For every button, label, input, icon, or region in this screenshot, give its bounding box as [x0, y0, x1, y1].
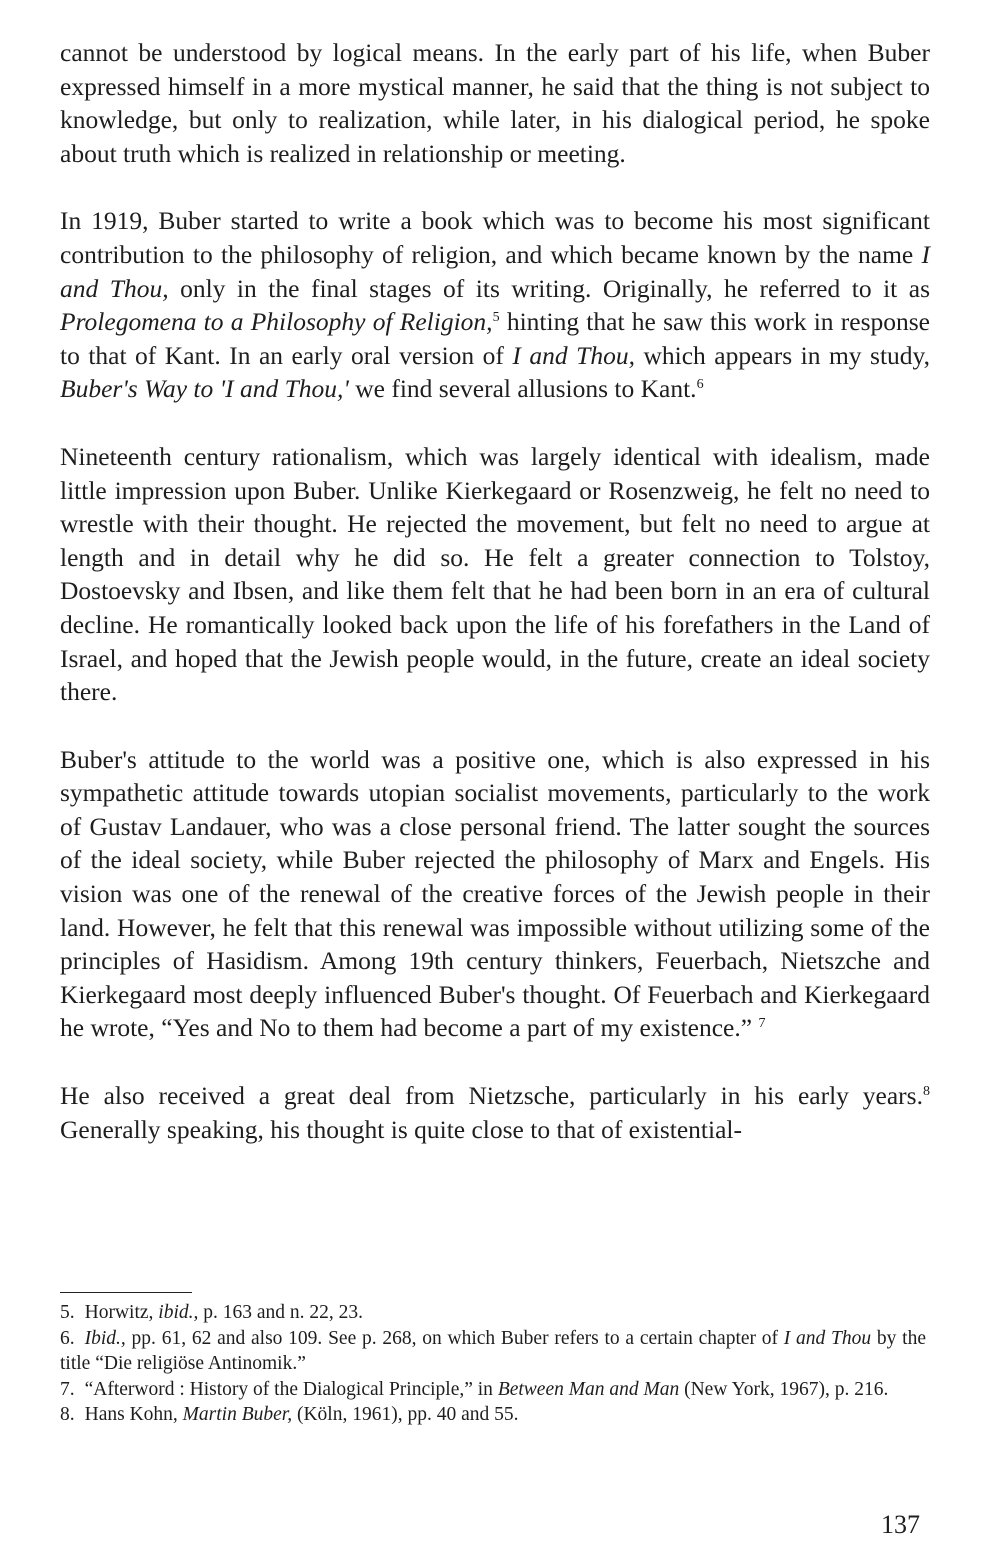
italic-text: ibid.,: [158, 1302, 199, 1323]
text-run: Nineteenth century rationalism, which was largely identical with idealism, made little impression upon Buber. Unlike Kierkegaard or Rosenzweig, he felt no need to wrestle with their thought. He rejected the movement, but felt no need to argue at length and in detail why he did so. He felt a greater connection to Tolstoy, Dostoevsky and Ibsen, and like them felt that he had been born in an era of cultural decline. He romantically looked back upon the life of his forefathers in the Land of Israel, and hoped that the Jewish people would, in the future, create an ideal society there.: [60, 441, 930, 707]
italic-text: Ibid.,: [84, 1327, 126, 1349]
text-run: which appears in my study,: [634, 340, 930, 370]
footnote: [60, 1326, 926, 1377]
text-run: cannot be understood by logical means. In the early part of his life, when Buber expressed himself in a more mystical manner, he said that the thing is not subject to knowledge, but only to realization, while later, in his dialogical period, he spoke about truth which is realized in relationship or meeting.: [60, 38, 930, 168]
italic-text: I and Thou: [783, 1327, 872, 1349]
text-run: Horwitz,: [84, 1302, 159, 1323]
footnote-ref: 8: [922, 1083, 930, 1099]
text-run: hinting that he saw this work in response to that of Kant. In an early oral version of: [60, 307, 930, 370]
paragraph: [60, 36, 930, 170]
paragraph: [60, 204, 930, 406]
footnote-number: 7.: [60, 1378, 75, 1400]
footnote-ref: 6: [696, 377, 704, 393]
footnote-divider: [60, 1292, 192, 1293]
footnote-number: 5.: [60, 1302, 75, 1323]
footnote-number: 6.: [60, 1327, 75, 1349]
footnotes: [60, 1300, 926, 1428]
text-run: only in the final stages of its writing. Originally, he referred to it as: [168, 273, 930, 303]
paragraph: [60, 743, 930, 1045]
text-run: In 1919, Buber started to write a book which was to become his most significant contribution to the philosophy of religion, and which became known by the name: [60, 206, 930, 269]
text-run: p. 163 and n. 22, 23.: [198, 1302, 364, 1323]
footnote-ref: 5: [492, 310, 500, 326]
footnote-number: 8.: [60, 1404, 75, 1425]
italic-text: I and Thou,: [512, 340, 635, 370]
italic-text: Martin Buber,: [182, 1404, 293, 1425]
text-run: (New York, 1967), p. 216.: [679, 1378, 889, 1400]
footnote: [60, 1377, 926, 1403]
body-text: [60, 36, 930, 1146]
footnote: [60, 1402, 926, 1428]
italic-text: Buber's Way to 'I and Thou,': [60, 374, 349, 404]
page-number: 137: [881, 1510, 920, 1539]
text-run: Buber's attitude to the world was a positive one, which is also expressed in his sympathetic attitude towards utopian socialist movements, particularly to the work of Gustav Landauer, who was a close personal friend. The latter sought the sources of the ideal society, while Buber rejected the philosophy of Marx and Engels. His vision was one of the renewal of the creative forces of the Jewish people in their land. However, he felt that this renewal was impossible without utilizing some of the principles of Hasidism. Among 19th century thinkers, Feuerbach, Nietszche and Kierkegaard most deeply influenced Buber's thought. Of Feuerbach and Kierkegaard he wrote, “Yes and No to them had become a part of my existence.”: [60, 744, 930, 1043]
footnote: [60, 1300, 926, 1326]
paragraph: [60, 440, 930, 709]
text-run: we find several allusions to Kant.: [348, 374, 697, 404]
text-run: (Köln, 1961), pp. 40 and 55.: [292, 1404, 519, 1425]
footnote-ref: 7: [758, 1016, 766, 1032]
text-run: by the title “Die religiöse Antinomik.”: [60, 1327, 927, 1374]
text-run: Generally speaking, his thought is quite close to that of existential-: [60, 1114, 742, 1144]
paragraph: [60, 1079, 930, 1146]
text-run: “Afterword : History of the Dialogical Principle,” in: [84, 1378, 498, 1400]
italic-text: I and Thou,: [60, 239, 930, 303]
text-run: Hans Kohn,: [84, 1404, 183, 1425]
text-run: pp. 61, 62 and also 109. See p. 268, on which Buber refers to a certain chapter of: [125, 1327, 784, 1349]
italic-text: Prolegomena to a Philosophy of Religion,: [60, 307, 493, 337]
italic-text: Between Man and Man: [497, 1378, 680, 1400]
text-run: He also received a great deal from Nietzsche, particularly in his early years.: [60, 1081, 923, 1111]
